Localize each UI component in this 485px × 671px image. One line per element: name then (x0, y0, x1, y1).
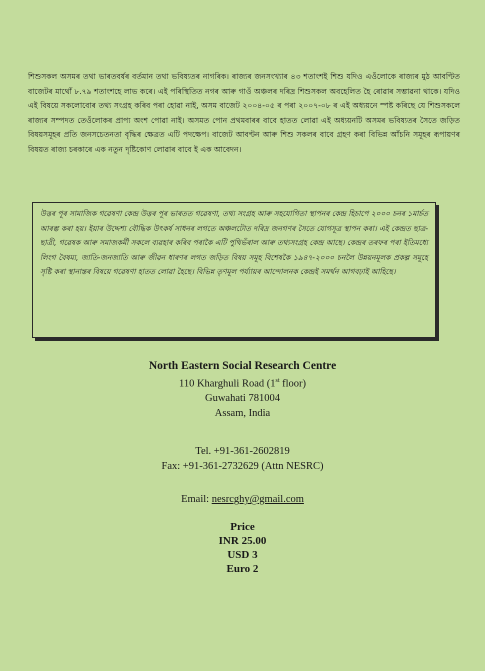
price-inr: INR 25.00 (218, 535, 267, 547)
email-link[interactable]: nesrcghy@gmail.com (211, 494, 304, 505)
about-centre-box (32, 202, 436, 338)
intro-paragraph: শিশুসকল অসমৰ তথা ভাৰতবৰ্ষৰ বৰ্তমান তথা ভবিষ্যতৰ নাগৰিক। ৰাজ্যৰ জনসংখ্যাৰ ৪৩ শতাংশই শিশু যদিও এওঁলোকে ৰাজ্যৰ মুঠ আবণ্টিত বাজেটৰ মাথোঁ ৮.৭৯ শতাংশহে লাভ কৰে। এই পৰিস্থিতিত নগৰ আৰু গাওঁ অঞ্চলৰ দৰিদ্ৰ শিশুসকল অবহেলিত হৈ ৰোৱাৰ সম্ভাৱনা থাকে। যদিও এই বিষয়ে সকলোবোৰ তথ্য সংগ্ৰহ কৰিব পৰা হোৱা নাই, অসম বাজেট ২০০৪-০৫ ৰ পৰা ২০০৭-০৮ ৰ এই অধ্যয়নে স্পষ্ট কৰিছে যে শিশুসকলে ৰাজ্যৰ সম্পদত তেওঁলোকৰ প্ৰাপ্য অংশ পোৱা নাই। অসমত পোন প্ৰথমবাৰৰ বাবে হাতত লোৱা এই অধ্যয়নটি অসমৰ ভবিষ্যতৰ সৈতে জড়িত বিষয়সমূহৰ প্ৰতি জনসচেতনতা বৃদ্ধিৰ ক্ষেত্ৰত এটি পদক্ষেপ। বাজেট আবণ্টন আৰু শিশু সকলৰ বাবে গ্ৰহণ কৰা বিভিন্ন আঁচনি সমূহৰ ৰূপায়ণৰ বিষয়ত ৰাজ্য চৰকাৰে এক নতুন দৃষ্টিকোণ লোৱাৰ বাবে ই এক আবেদন। (28, 72, 460, 154)
email-label: Email: (181, 494, 212, 505)
address-line-1 (0, 378, 485, 390)
telephone: Tel. +91-361-2602819 (195, 446, 290, 457)
organisation-name: North Eastern Social Research Centre (148, 360, 337, 372)
address-line-3: Assam, India (214, 408, 271, 419)
price-usd: USD 3 (227, 549, 258, 561)
email-line (0, 494, 485, 505)
price-heading: Price (230, 521, 255, 533)
price-euro: Euro 2 (226, 563, 259, 575)
address-line-1-end: floor) (279, 378, 307, 390)
address-line-1-sup: st (275, 378, 280, 384)
about-centre-text: উত্তৰ পূৰ সামাজিক গৱেষণা কেন্দ্ৰ উত্তৰ পূৰ ভাৰতত গৱেষণা, তথ্য সংগ্ৰহ আৰু সহযোগিতা স্থাপনৰ কেন্দ্ৰ হিচাপে ২০০০ চনৰ ১মাৰ্চত আৰম্ভ কৰা হয়। ইয়াৰ উদ্দেশ্য বৌদ্ধিক উৎকৰ্ষ সাধনৰ লগতে অঞ্চলটোত দৰিদ্ৰ জনগণৰ সৈতে যোগসূত্ৰ স্থাপন কৰা। এই কেন্দ্ৰত ছাত্ৰ-ছাত্ৰী, গৱেষক আৰু সমাজকৰ্মী সকলে ব্যৱহাৰ কৰিব পৰাকৈ এটি পুথিভঁৰাল আৰু তথ্যসংগ্ৰহ কেন্দ্ৰ আছে। কেন্দ্ৰৰ তৰফৰ পৰা ইতিমধ্যে লিংগ বৈষম্য, জাতি-জনজাতি আৰু জীৱন ধাৰণৰ লগত জড়িত বিষয় সমূহ বিশেষকৈ ১৯৪৭-২০০০ চনলৈ উন্নয়নমূলক প্ৰকল্প সমূহে সৃষ্টি কৰা স্থানান্তৰ বিষয়ে গৱেষণা হাতত লোৱা হৈছে। বিভিন্ন তৃণমূল পৰ্য্যায়ৰ আন্দোলনক কেন্দ্ৰই সমৰ্থন আগবঢ়াই আহিছে। (40, 209, 428, 277)
address-line-1-text: 110 Kharghuli Road (1 (178, 378, 276, 390)
fax: Fax: +91-361-2732629 (Attn NESRC) (161, 461, 324, 472)
address-line-2: Guwahati 781004 (205, 393, 280, 404)
